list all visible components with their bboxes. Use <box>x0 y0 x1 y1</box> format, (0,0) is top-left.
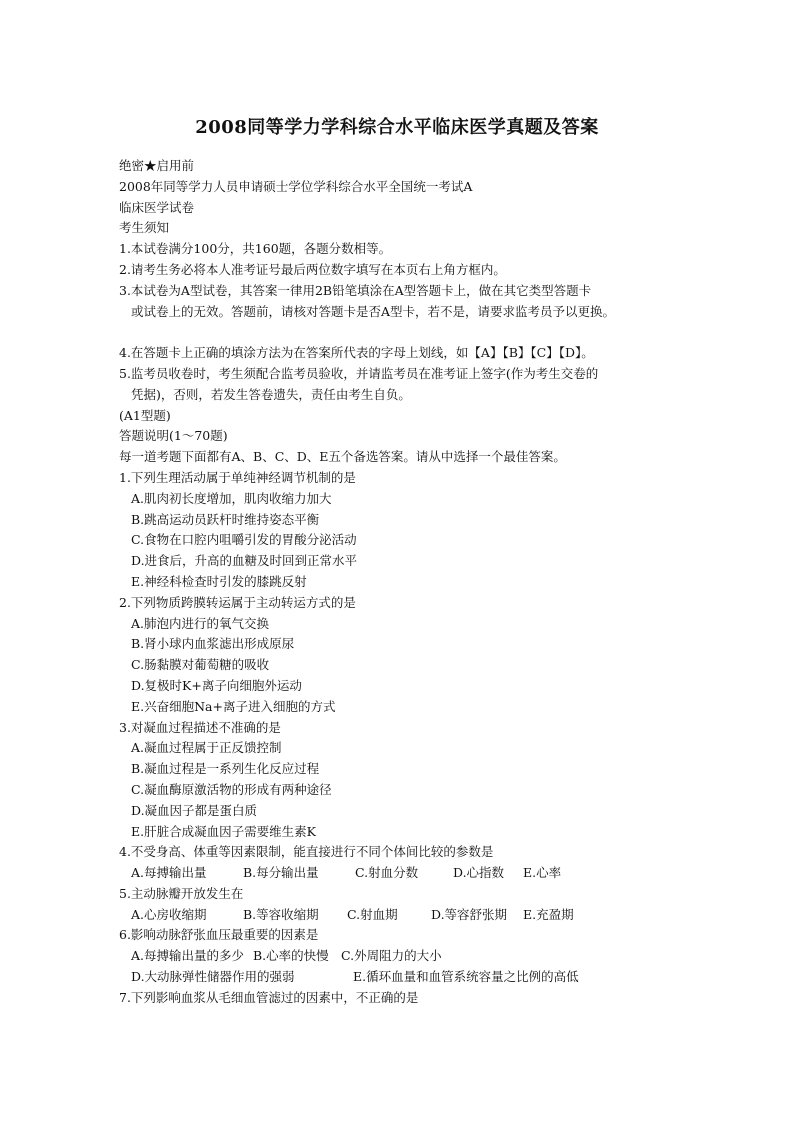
option-d: D.大动脉弹性储器作用的强弱 <box>131 969 295 985</box>
secret-label: 绝密★启用前 <box>119 158 195 173</box>
question-stem: 3.对凝血过程描述不准确的是 <box>119 719 281 735</box>
notice-item: 5.监考员收卷时，考生须配合监考员验收，并请监考员在准考证上签字(作为考生交卷的 <box>119 365 599 381</box>
notice-item: 2.请考生务必将本人准考证号最后两位数字填写在本页右上角方框内。 <box>119 261 506 277</box>
option-b: B.心率的快慢 <box>253 948 329 964</box>
option-d: D.复极时K+离子向细胞外运动 <box>131 677 302 693</box>
paper-name: 临床医学试卷 <box>119 199 195 215</box>
section-type: (A1型题) <box>119 407 171 423</box>
option-e: E.循环血量和血管系统容量之比例的高低 <box>353 969 579 985</box>
option-b: B.跳高运动员跃杆时维持姿态平衡 <box>131 511 320 527</box>
option-b: B.等容收缩期 <box>243 906 319 922</box>
notice-item: 3.本试卷为A型试卷，其答案一律用2B铅笔填涂在A型答题卡上，做在其它类型答题卡 <box>119 282 592 298</box>
question-stem: 4.不受身高、体重等因素限制，能直接进行不同个体间比较的参数是 <box>119 844 494 860</box>
option-d: D.进食后，升高的血糖及时回到正常水平 <box>131 553 358 569</box>
notice-item-continued: 或试卷上的无效。答题前，请核对答题卡是否A型卡，若不是，请要求监考员予以更换。 <box>131 303 616 319</box>
option-e: E.充盈期 <box>523 906 574 922</box>
option-a: A.肌肉初长度增加，肌肉收缩力加大 <box>131 490 332 506</box>
question-stem: 2.下列物质跨膜转运属于主动转运方式的是 <box>119 594 356 610</box>
page-title: 2008同等学力学科综合水平临床医学真题及答案 <box>195 117 599 138</box>
option-c: C.外周阻力的大小 <box>341 948 442 964</box>
section-instruction: 每一道考题下面都有A、B、C、D、E五个备选答案。请从中选择一个最佳答案。 <box>119 449 566 465</box>
question-stem: 7.下列影响血浆从毛细血管滤过的因素中，不正确的是 <box>119 989 419 1005</box>
option-a: A.每搏输出量的多少 <box>131 948 245 964</box>
options-row <box>119 863 719 884</box>
blank-line <box>119 322 719 343</box>
question-stem: 6.影响动脉舒张血压最重要的因素是 <box>119 927 319 943</box>
section-range: 答题说明(1～70题) <box>119 428 228 444</box>
document-body <box>119 156 719 1009</box>
option-d: D.等容舒张期 <box>431 906 508 922</box>
option-a: A.每搏输出量 <box>131 865 207 881</box>
option-c: C.食物在口腔内咀嚼引发的胃酸分泌活动 <box>131 532 357 548</box>
option-c: C.凝血酶原激活物的形成有两种途径 <box>131 781 332 797</box>
option-a: A.凝血过程属于正反馈控制 <box>131 740 282 756</box>
option-c: C.射血期 <box>347 906 398 922</box>
option-a: A.肺泡内进行的氧气交换 <box>131 615 270 631</box>
notice-item: 1.本试卷满分100分，共160题，各题分数相等。 <box>119 241 392 257</box>
notice-item: 4.在答题卡上正确的填涂方法为在答案所代表的字母上划线，如【A】【B】【C】【D】。 <box>119 345 594 361</box>
option-a: A.心房收缩期 <box>131 906 207 922</box>
option-d: D.心指数 <box>453 865 505 881</box>
option-c: C.肠黏膜对葡萄糖的吸收 <box>131 657 270 673</box>
question-stem: 5.主动脉瓣开放发生在 <box>119 885 244 901</box>
option-d: D.凝血因子都是蛋白质 <box>131 802 258 818</box>
option-b: B.肾小球内血浆滤出形成原尿 <box>131 636 295 652</box>
notice-item-continued: 凭据)，否则，若发生答卷遗失，责任由考生自负。 <box>131 386 411 402</box>
option-e: E.神经科检查时引发的膝跳反射 <box>131 573 307 589</box>
option-b: B.凝血过程是一系列生化反应过程 <box>131 761 320 777</box>
option-b: B.每分输出量 <box>243 865 319 881</box>
exam-name: 2008年同等学力人员申请硕士学位学科综合水平全国统一考试A <box>119 178 473 194</box>
options-row <box>119 967 719 988</box>
options-row <box>119 905 719 926</box>
notice-title: 考生须知 <box>119 220 170 236</box>
options-row <box>119 946 719 967</box>
option-e: E.肝脏合成凝血因子需要维生素K <box>131 823 316 839</box>
option-e: E.心率 <box>523 865 562 881</box>
question-stem: 1.下列生理活动属于单纯神经调节机制的是 <box>119 469 356 485</box>
option-e: E.兴奋细胞Na+离子进入细胞的方式 <box>131 698 336 714</box>
option-c: C.射血分数 <box>355 865 419 881</box>
